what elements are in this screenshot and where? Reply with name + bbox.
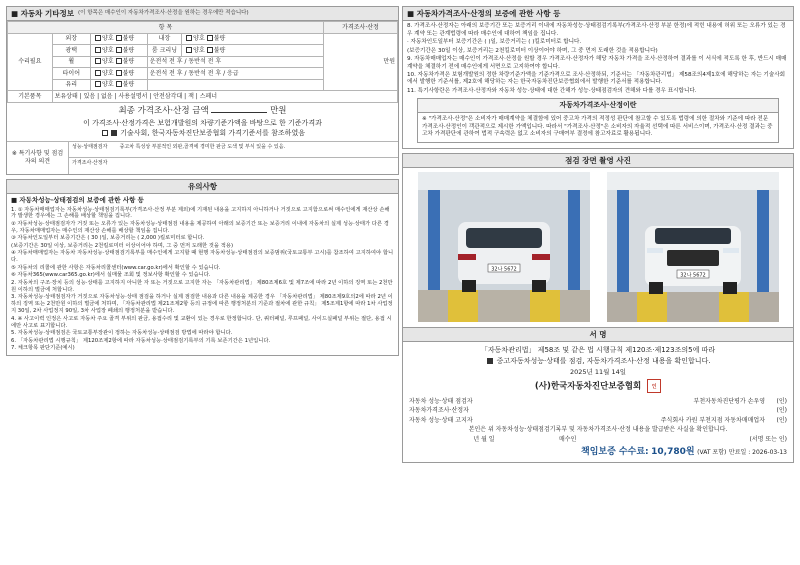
org-seal: 인	[647, 379, 661, 393]
other-info-header	[6, 6, 399, 21]
notice-item: 5. 자동차성능·상태점검은 국토교통부장관이 정하는 자동차성능·상태점검 방법에 따라야 합니다.	[11, 330, 233, 337]
guarantee-item: 10. 자동차가격은 보험개발원의 정한 차량기준가액을 기준가격으로 조사·산정하되, 기준서는 「자동차관리법」 제58조의4제1호에 해당하는 자는 기술사회에서 발행한 기준서를, 제2호에 해당하는 자는 한국자동차진단보증협회에서 발행한 기준서를 적용합니다.	[407, 72, 786, 86]
row-name: 외장	[52, 33, 90, 45]
basic-row: 보유상태 | 있음 | 없음 | 사용설명서 | 안전삼각대 | 잭 | 스페너	[52, 91, 397, 103]
signer-role: 자동차 성능·상태 고지자	[409, 416, 473, 424]
appraisal-definition-title: 자동차가격조사·산정이란	[418, 99, 778, 113]
row-options[interactable]: 양호 불량	[91, 56, 148, 68]
price-guarantee-title: ■ 자동차가격조사·산정의 보증에 관한 사항 등	[407, 9, 561, 18]
signer-role: 자동차가격조사·산정자	[409, 407, 469, 415]
price-guarantee-body	[402, 21, 794, 148]
row-name-2: 룸 크리닝	[147, 45, 181, 57]
repair-group-label: 수리필요	[8, 33, 53, 91]
notice-item: ⑥ 자동차365(www.car365.go.kr)에서 실매물 조회 및 정보사항 확인할 수 있습니다.	[11, 272, 211, 279]
empty-cell	[147, 79, 323, 91]
price-guarantee-list	[407, 23, 789, 95]
bad-checkbox[interactable]	[207, 47, 213, 53]
row-options-2[interactable]: 양호 불량	[182, 45, 324, 57]
org-row	[409, 379, 787, 393]
buyer-seal: (서명 또는 인)	[749, 435, 787, 443]
good-checkbox[interactable]	[95, 70, 101, 76]
row-options-2[interactable]: 양호 불량	[182, 33, 324, 45]
notice-item: ③ 자동차인도일부터 보증기간은 ( 30 )일, 보증거리는 ( 2,000 )킬로미터로 합니다.	[11, 235, 205, 242]
signer-name	[559, 407, 765, 415]
buyer-confirm-text: 본인은 위 자동차성능·상태점검기록부 및 자동차가격조사·산정 내용을 발급받은 사실을 확인합니다.	[468, 426, 728, 434]
bad-checkbox[interactable]	[116, 58, 122, 64]
final-price-input[interactable]	[211, 112, 267, 113]
bad-checkbox[interactable]	[116, 35, 122, 41]
sign-statement-2-row	[409, 356, 787, 366]
notice-item: ⑤ 자동차의 리콜에 관한 사항은 자동차리콜센터(www.car.go.kr)에서 확인할 수 있습니다.	[11, 264, 221, 271]
sign-date: 2025년 11월 14일	[569, 367, 627, 376]
special-notes	[7, 141, 398, 174]
won-unit: 만원	[383, 58, 395, 66]
sign-header	[402, 328, 794, 342]
guarantee-item: · 자동차인도일부터 보증기간은 ( )일, 보증거리는 ( )킬로미터로 합니다.	[407, 39, 582, 46]
notice-item: (보증기간은 30일 이상, 보증거리는 2천킬로미터 이상이어야 하며, 그 중 먼저 도래한 것을 적용)	[11, 242, 234, 249]
sign-title: 서 명	[589, 330, 607, 340]
signer-seal: (인)	[776, 416, 787, 424]
signature-row	[409, 416, 787, 426]
sign-statement-1: 「자동차관리법」 제58조 및 같은 법 시행규칙 제120조·제123조의5에 따라	[480, 346, 716, 355]
rear-photo	[418, 172, 590, 322]
basic-group-label: 기본품목	[8, 91, 53, 103]
row-name: 유리	[52, 79, 90, 91]
row-extra: 운전석 전 후 / 동반석 전 후	[147, 56, 323, 68]
final-price-unit: 만원	[270, 105, 287, 116]
special-notes-body	[69, 142, 398, 174]
bad-checkbox[interactable]	[116, 70, 122, 76]
other-info-title: ■ 자동차 기타정보	[11, 9, 75, 18]
front-plate-text: 32나 5672	[679, 272, 706, 279]
notice-item: ② 자동차성능·상태점검자가 거짓 또는 오류가 있는 자동차성능·상태점검 내용을 제공하여 아래의 보증기간 또는 보증거리 이내에 자동차의 실제 성능·상태가 다른 경우, 자동차매매업자는 매수인의 재산상 손해를 배상할 책임을 집니다.	[11, 220, 389, 234]
other-info-table	[7, 21, 398, 103]
appraiser-opinion-row	[69, 158, 398, 174]
notice-item: 1. ① 자동차매매업자는 자동차성능·상태점검기록부(가격조사·산정 부분 제외)에 기재된 내용을 고지하지 아니하거나 거짓으로 고지함으로써 매수인에게 재산상 손해가 발생한 경우에는 그 손해를 배상할 책임을 집니다.	[11, 206, 390, 220]
notice-item: ④ 자동차매매업자는 자동차 자동차성능·상태점검기록부를 매수인에게 고지할 때 현행 자동차성능·상태점검의 보증범위(국토교통부 고시)를 참조하여 고지하여야 합니다.	[11, 250, 394, 264]
good-checkbox[interactable]	[95, 35, 101, 41]
good-checkbox[interactable]	[186, 47, 192, 53]
guarantee-item: 8. 가격조사·산정자는 아래의 보증기간 또는 보증거리 이내에 자동차성능·상태점검기록부(가격조사·산정 부분 한정)에 적힌 내용에 허위 또는 오류가 있는 경우 계약 또는 관계법령에 따라 매수인에 대하여 책임을 집니다.	[407, 23, 786, 37]
final-price-row	[7, 103, 398, 118]
row-name-2: 내장	[147, 33, 181, 45]
left-column	[6, 6, 399, 356]
fee-row	[409, 447, 787, 458]
front-photo-image	[607, 172, 779, 322]
guarantee-item: (보증기간은 30일 이상, 보증거리는 2천킬로미터 이상이어야 하며, 그 중 먼저 도래한 것을 적용합니다)	[407, 47, 658, 54]
row-name: 타이어	[52, 68, 90, 80]
inspector-opinion-key: 성능·상태점검자	[72, 144, 108, 150]
row-options[interactable]: 양호 불량	[91, 45, 148, 57]
inspector-opinion-value: 중고차 특성상 부분적인 외판,골격에 경미한 판금 도색 및 부식 있을 수 있음.	[119, 144, 286, 150]
notice-list	[11, 207, 394, 353]
tech-society-checkbox[interactable]	[102, 130, 108, 136]
performance-checkbox[interactable]	[487, 358, 493, 364]
other-info-subtitle: (이 항목은 매수인이 자동차가격조사·산정을 원하는 경우에만 적습니다)	[78, 10, 249, 17]
appraisal-definition-text: ※ "가격조사·산정"은 소비자가 매매계약을 체결함에 있어 중고차 가격의 적정성 판단에 참고할 수 있도록 법령에 의한 절차와 기준에 따라 전문 가격조사·산정인이 객관적으로 제시한 가액입니다. 따라서 "가격조사·산정"은 소비자의 자율적 선택에 따른 서비스이며, 가격조사·산정 결과는 중고차 가격판단에 관하여 법적 구속력은 없고 소비자의 구매여부 결정에 참고자료로 활용됩니다.	[422, 116, 773, 138]
signer-seal: (인)	[776, 407, 787, 415]
notice-subtitle: ■ 자동차성능·상태점검의 보증에 관한 사항 등	[11, 196, 144, 205]
notice-header	[6, 179, 399, 194]
bad-checkbox[interactable]	[116, 81, 122, 87]
org-name: (사)한국자동차진단보증협회	[534, 381, 642, 392]
signer-name: 주식회사 카원 부천지점 자동차매매업자	[660, 416, 765, 424]
item-header: 항 목	[8, 22, 324, 34]
guarantee-item: 9. 자동차매매업자는 매수인이 가격조사·산정을 원할 경우 가격조사·산정자가 해당 자동차 가격을 조사·산정하여 결과를 이 서식에 적도록 한 후, 반드시 매매계약을 체결하기 전에 매수인에게 서면으로 고지하여야 합니다.	[407, 56, 787, 70]
front-photo	[607, 172, 779, 322]
signer-name: 부천자동차진단평가 손우영	[693, 397, 765, 405]
inspector-opinion-row	[69, 142, 398, 158]
kadia-checkbox[interactable]	[111, 130, 117, 136]
right-column	[402, 6, 794, 463]
rear-plate-text: 32나 5672	[490, 266, 517, 273]
notice-item: 7. 체크항목 판단기준(예시)	[11, 345, 75, 352]
row-name: 광택	[52, 45, 90, 57]
final-note-2-text: 기술사회, 한국자동차진단보증협회 가격기준서를 참조하였음	[120, 129, 305, 138]
buyer-confirm-row	[409, 425, 787, 435]
signature-row	[409, 406, 787, 416]
photos-title: 점검 장면 촬영 사진	[565, 155, 631, 165]
row-options[interactable]: 양호 불량	[91, 79, 148, 91]
other-info-box	[6, 21, 399, 175]
row-options[interactable]: 양호 불량	[91, 33, 148, 45]
fee-value: 10,780원	[651, 447, 695, 458]
signer-role: 자동차 성능·상태 점검자	[409, 397, 473, 405]
good-checkbox[interactable]	[186, 35, 192, 41]
fee-label: 책임보증 수수료:	[581, 447, 649, 458]
price-cell	[324, 33, 398, 91]
photos-box	[402, 168, 794, 328]
good-checkbox[interactable]	[95, 47, 101, 53]
notice-item: 3. 자동차성능·상태점검자가 거짓으로 자동차성능·상태 점검을 하거나 실제 점검한 내용과 다른 내용을 제공한 경우 「자동차관리법」 제80조제9호의2에 따라 2년 이하의 징역 또는 2천만원 이하의 벌금에 처하며, 「자동차관리법 제21조제2항 등의 규정에 따른 행정처분의 기준과 절차에 관한 규칙」 제5조제1항에 따라 1차 사업정지 30일, 2차 사업정지 90일, 3차 사업장 폐쇄의 행정처분을 받습니다.	[11, 294, 393, 315]
price-guarantee-header	[402, 6, 794, 21]
sign-box	[402, 342, 794, 462]
rear-photo-image	[418, 172, 590, 322]
sign-statement-2: 중고자동차성능·상태를 점검, 자동차가격조사·산정 내용을 확인합니다.	[496, 356, 711, 365]
photos-header	[402, 153, 794, 168]
final-price-label: 최종 가격조사·산정 금액	[118, 105, 209, 116]
fee-vat: (VAT 포함)	[697, 449, 727, 457]
row-options[interactable]: 양호 불량	[91, 68, 148, 80]
notice-title: 유의사항	[188, 182, 217, 191]
notice-item: 4. ※ 사고이력 인정은 사고로 자동차 주요 골격 부위의 판금, 용접수리 및 교환이 있는 경우로 한정합니다. 단, 쿼터패널, 루프패널, 사이드실패널 부위는 절단, 용접 시에만 사고로 표기합니다.	[11, 315, 392, 329]
signer-seal: (인)	[776, 397, 787, 405]
final-note-2	[7, 128, 398, 141]
final-note: 이 가격조사·산정가격은 보험개발원의 차량기준가액을 바탕으로 한 기준가격과	[83, 118, 322, 127]
notice-body	[6, 194, 399, 355]
price-header: 가격조사·산정	[324, 22, 398, 34]
buyer-sign-row	[409, 435, 787, 445]
buyer-date: 년 월 일	[473, 435, 495, 443]
good-checkbox[interactable]	[95, 58, 101, 64]
notice-item: 6. 「자동차관리법 시행규칙」 제120조제2항에 따라 자동차성능·상태점검기록부의 기록 보존기간은 1년입니다.	[11, 337, 271, 344]
bad-checkbox[interactable]	[207, 35, 213, 41]
good-checkbox[interactable]	[95, 81, 101, 87]
row-extra: 운전석 전 후 / 동반석 전 후 / 응급	[147, 68, 323, 80]
row-name: 휠	[52, 56, 90, 68]
special-notes-label: ※ 특기사항 및 점검자의 의견	[7, 142, 69, 174]
notice-item: 2. 자동차의 구조·장치 등의 성능·상태를 고지하지 아니한 자 또는 거짓으로 고지한 자는 「자동차관리법」 제80조제6호 및 제7조에 따라 2년 이하의 징역 또는 2천만원 이하의 벌금에 처합니다.	[11, 279, 393, 293]
appraisal-definition-box	[417, 98, 779, 142]
guarantee-item: 11. 특기사항란은 가격조사·산정자와 자동차 성능·상태에 대한 간해가 성능·상태점검자의 견해와 다를 경우 표시합니다.	[407, 87, 697, 94]
signature-row	[409, 397, 787, 407]
print-date: 만료일 : 2026-03-13	[728, 449, 787, 457]
bad-checkbox[interactable]	[116, 47, 122, 53]
buyer-label: 매수인	[559, 435, 577, 443]
appraiser-opinion-key: 가격조사·산정자	[72, 160, 108, 166]
